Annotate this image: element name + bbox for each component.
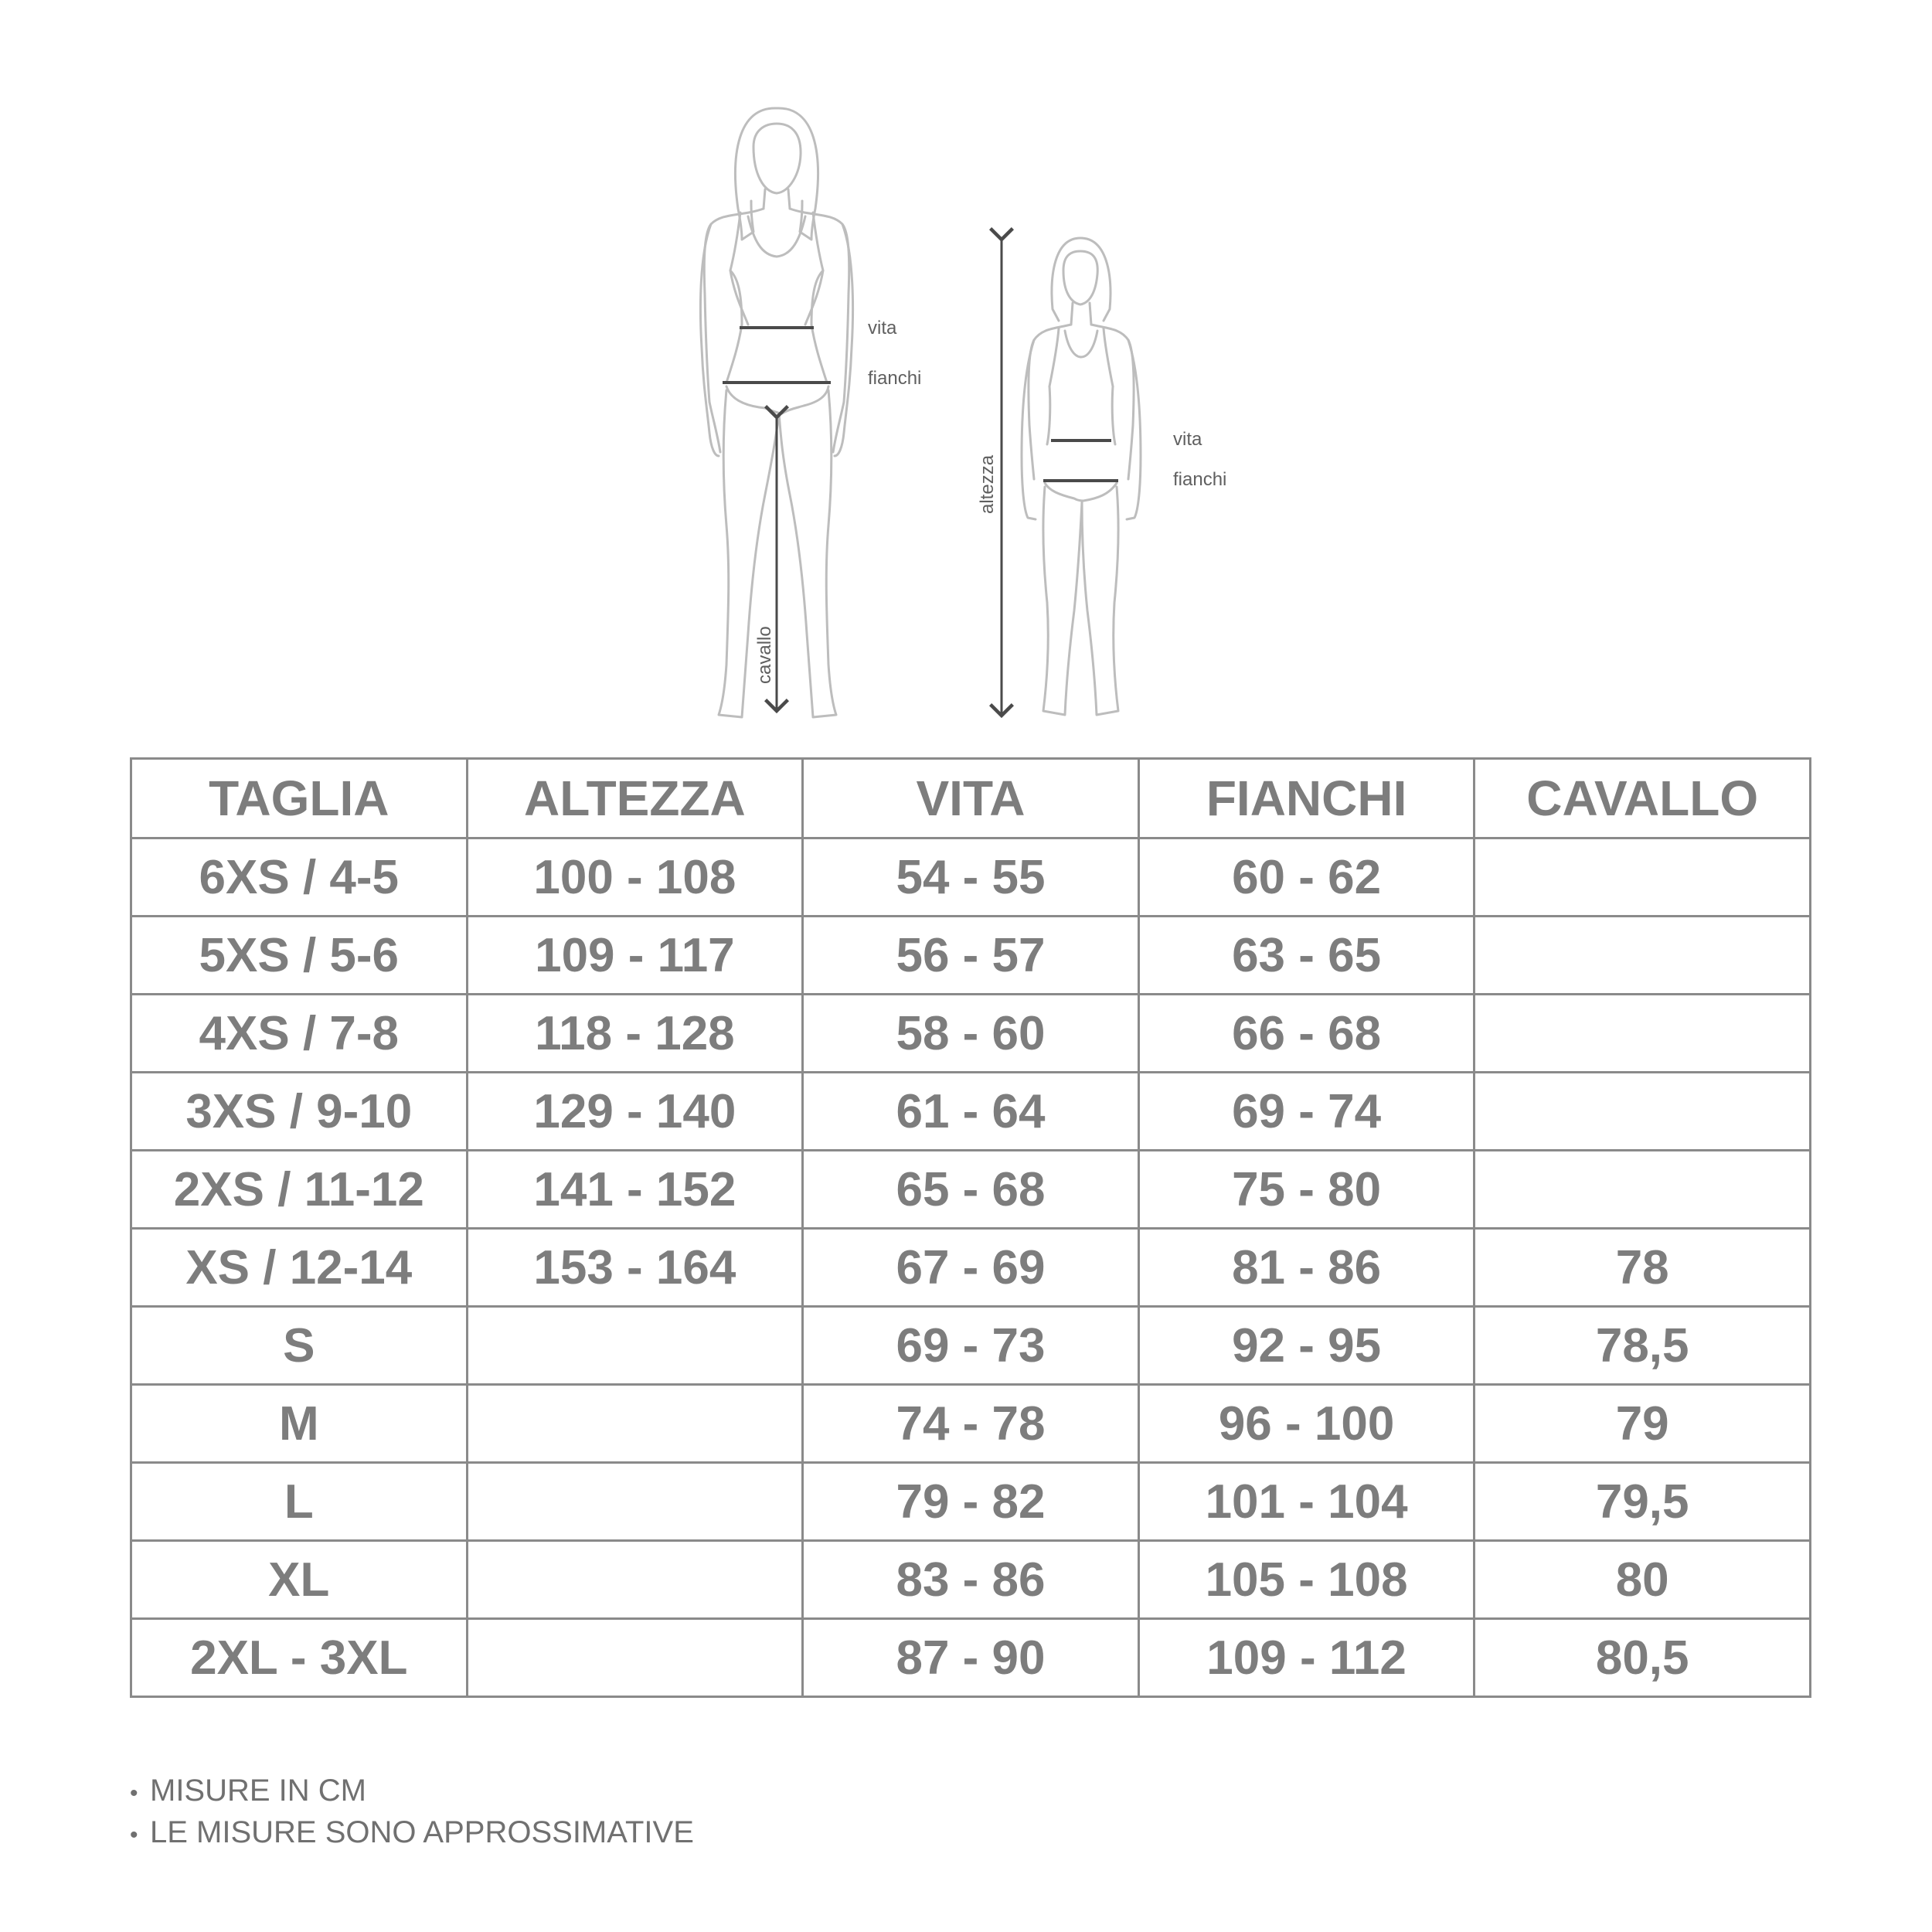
table-row [131,1073,1811,1151]
cell-taglia: 5XS / 5-6 [131,917,468,995]
cell-taglia: 2XS / 11-12 [131,1151,468,1229]
cell-vita: 74 - 78 [803,1385,1139,1463]
size-chart-table [130,757,1811,1698]
child-measure-lines [1002,240,1118,716]
cell-altezza: 118 - 128 [467,995,803,1073]
measurement-figures [0,0,1932,742]
cell-altezza: 141 - 152 [467,1151,803,1229]
header-cavallo: CAVALLO [1475,759,1811,838]
child-height-label: altezza [977,454,998,514]
note-text: LE MISURE SONO APPROSSIMATIVE [150,1815,694,1849]
cell-taglia: M [131,1385,468,1463]
cell-vita: 79 - 82 [803,1463,1139,1541]
cell-fianchi: 109 - 112 [1138,1619,1475,1697]
cell-cavallo [1475,1151,1811,1229]
table-header-row [131,759,1811,838]
header-vita: VITA [803,759,1139,838]
table-row [131,1385,1811,1463]
cell-altezza: 109 - 117 [467,917,803,995]
note-text: MISURE IN CM [150,1774,366,1808]
table-row [131,1307,1811,1385]
header-taglia: TAGLIA [131,759,468,838]
cell-vita: 65 - 68 [803,1151,1139,1229]
cell-altezza [467,1541,803,1619]
cell-altezza [467,1619,803,1697]
adult-waist-label: vita [868,318,897,338]
cell-cavallo: 80,5 [1475,1619,1811,1697]
cell-taglia: 3XS / 9-10 [131,1073,468,1151]
cell-fianchi: 63 - 65 [1138,917,1475,995]
header-fianchi: FIANCHI [1138,759,1475,838]
table-row [131,995,1811,1073]
cell-fianchi: 92 - 95 [1138,1307,1475,1385]
notes [130,1771,694,1855]
cell-altezza [467,1385,803,1463]
cell-fianchi: 60 - 62 [1138,838,1475,917]
adult-measure-lines [723,328,831,711]
cell-altezza: 100 - 108 [467,838,803,917]
cell-cavallo [1475,995,1811,1073]
size-table-body [131,838,1811,1697]
table-row [131,1463,1811,1541]
cell-fianchi: 101 - 104 [1138,1463,1475,1541]
cell-taglia: 2XL - 3XL [131,1619,468,1697]
cell-vita: 87 - 90 [803,1619,1139,1697]
note-bullet: • [130,1781,138,1806]
cell-vita: 83 - 86 [803,1541,1139,1619]
table-row [131,1541,1811,1619]
table-row [131,917,1811,995]
table-row [131,1151,1811,1229]
note-bullet: • [130,1822,138,1848]
child-figure [1022,238,1141,715]
table-row [131,1619,1811,1697]
cell-cavallo: 78,5 [1475,1307,1811,1385]
cell-cavallo: 80 [1475,1541,1811,1619]
cell-fianchi: 96 - 100 [1138,1385,1475,1463]
header-altezza: ALTEZZA [467,759,803,838]
cell-cavallo: 78 [1475,1229,1811,1307]
cell-vita: 58 - 60 [803,995,1139,1073]
note-item [130,1813,694,1855]
cell-fianchi: 66 - 68 [1138,995,1475,1073]
cell-cavallo [1475,838,1811,917]
cell-fianchi: 105 - 108 [1138,1541,1475,1619]
cell-cavallo [1475,917,1811,995]
cell-cavallo: 79,5 [1475,1463,1811,1541]
cell-vita: 69 - 73 [803,1307,1139,1385]
cell-taglia: L [131,1463,468,1541]
cell-vita: 67 - 69 [803,1229,1139,1307]
cell-vita: 56 - 57 [803,917,1139,995]
body-measurement-diagram [0,0,1932,742]
adult-hips-label: fianchi [868,368,922,389]
cell-cavallo [1475,1073,1811,1151]
cell-taglia: S [131,1307,468,1385]
cell-taglia: XL [131,1541,468,1619]
cell-vita: 54 - 55 [803,838,1139,917]
cell-altezza [467,1307,803,1385]
child-waist-label: vita [1173,429,1202,450]
adult-inseam-label: cavallo [754,626,775,684]
cell-fianchi: 75 - 80 [1138,1151,1475,1229]
cell-taglia: XS / 12-14 [131,1229,468,1307]
cell-cavallo: 79 [1475,1385,1811,1463]
cell-altezza: 153 - 164 [467,1229,803,1307]
cell-taglia: 6XS / 4-5 [131,838,468,917]
table-row [131,1229,1811,1307]
note-item [130,1771,694,1813]
cell-fianchi: 69 - 74 [1138,1073,1475,1151]
child-hips-label: fianchi [1173,469,1227,490]
cell-fianchi: 81 - 86 [1138,1229,1475,1307]
table-row [131,838,1811,917]
cell-taglia: 4XS / 7-8 [131,995,468,1073]
cell-altezza: 129 - 140 [467,1073,803,1151]
cell-altezza [467,1463,803,1541]
cell-vita: 61 - 64 [803,1073,1139,1151]
